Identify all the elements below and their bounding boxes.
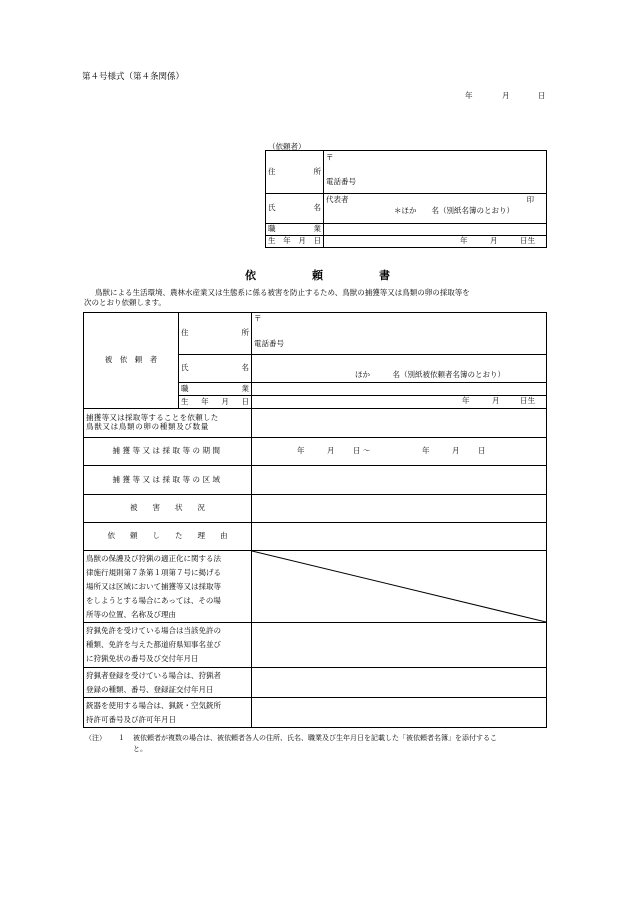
requester-caption: （依頼者） [268, 142, 306, 151]
gun-permit-label: 銃器を使用する場合は、猟銃・空気銃所 持許可番号及び許可年月日 [84, 698, 252, 728]
main-phone-label: 電話番号 [254, 338, 284, 348]
requester-table [265, 150, 547, 248]
requester-address-field[interactable] [324, 151, 547, 194]
area-field[interactable] [252, 466, 547, 495]
period-label: 捕獲等又は採取等の期間 [84, 438, 252, 466]
seal-mark: 印 [526, 195, 534, 204]
requester-phone-label: 電話番号 [326, 176, 356, 186]
main-address-field[interactable] [252, 313, 547, 355]
requester-birth-label: 生 年 月 日 [266, 236, 324, 248]
reason-label: 依 頼 し た 理 由 [84, 523, 252, 551]
period-field[interactable]: 年 月 日 ～ 年 月 日 [252, 438, 547, 466]
requester-name-field[interactable] [324, 194, 547, 224]
main-occupation-field[interactable] [252, 383, 547, 396]
header-date-month: 月 [502, 91, 510, 100]
hunter-registration-field[interactable] [252, 668, 547, 698]
requester-others-note: ＊ほか 名（別紙名簿のとおり） [394, 205, 514, 215]
reason-field[interactable] [252, 523, 547, 551]
gun-permit-field[interactable] [252, 698, 547, 728]
law-location-label: 鳥獣の保護及び狩猟の適正化に関する法 律施行規則第７条第１項第７号に掲げる 場所又は区域において捕獲等又は採取等 をしようとする場合にあっては、その場 所等の位置、名称及び理由 [84, 551, 252, 623]
main-others-note: ほか 名（別紙被依頼者名簿のとおり） [355, 370, 505, 380]
hunter-registration-label: 狩猟者登録を受けている場合は、狩猟者 登録の種類、番号、登録証交付年月日 [84, 668, 252, 698]
requester-address-label: 住 所 [266, 151, 324, 194]
diagonal-strike-line [252, 551, 546, 622]
requester-occupation-field[interactable] [324, 224, 547, 236]
main-name-field[interactable] [252, 355, 547, 383]
representative-label: 代表者 [326, 195, 349, 204]
footnote-number: １ [118, 734, 125, 742]
requester-birth-field[interactable]: 年 月 日生 [324, 236, 547, 248]
law-location-field [252, 551, 547, 623]
form-number: 第４号様式（第４条関係） [82, 72, 185, 82]
request-table [83, 312, 547, 728]
intro-line-2: 次のとおり依頼します。 [84, 298, 166, 307]
hunting-license-field[interactable] [252, 623, 547, 668]
footnote-line-2: と。 [133, 745, 147, 753]
main-postal-mark: 〒 [254, 314, 262, 323]
area-label: 捕獲等又は採取等の区域 [84, 466, 252, 495]
header-date-day: 日 [538, 91, 546, 100]
species-label: 捕獲等又は採取等することを依頼した 鳥獣又は鳥類の卵の種類及び数量 [84, 409, 252, 438]
damage-field[interactable] [252, 495, 547, 523]
main-name-label: 氏 名 [179, 355, 252, 383]
footnote-line-1: 被依頼者が複数の場合は、被依頼者各人の住所、氏名、職業及び生年月日を記載した「被依頼者名簿」を添付するこ [133, 734, 497, 742]
hunting-license-label: 狩猟免許を受けている場合は当該免許の 種類、免許を与えた都道府県知事名並び に狩猟免状の番号及び交付年月日 [84, 623, 252, 668]
main-birth-field[interactable]: 年 月 日生 [252, 396, 547, 409]
footnote-label: （注） [85, 734, 106, 742]
species-field[interactable] [252, 409, 547, 438]
requested-party-label: 被 依 頼 者 [84, 313, 179, 409]
main-occupation-label: 職 業 [179, 383, 252, 396]
damage-label: 被 害 状 況 [84, 495, 252, 523]
requester-occupation-label: 職 業 [266, 224, 324, 236]
header-date-year: 年 [465, 91, 473, 100]
main-address-label: 住 所 [179, 313, 252, 355]
document-title: 依 頼 書 [245, 269, 390, 282]
postal-mark: 〒 [326, 153, 334, 162]
main-birth-label: 生 年 月 日 [179, 396, 252, 409]
intro-line-1: 鳥獣による生活環境、農林水産業又は生態系に係る被害を防止するため、鳥獣の捕獲等又は鳥類の卵の採取等を [95, 288, 470, 297]
requester-name-label: 氏 名 [266, 194, 324, 224]
